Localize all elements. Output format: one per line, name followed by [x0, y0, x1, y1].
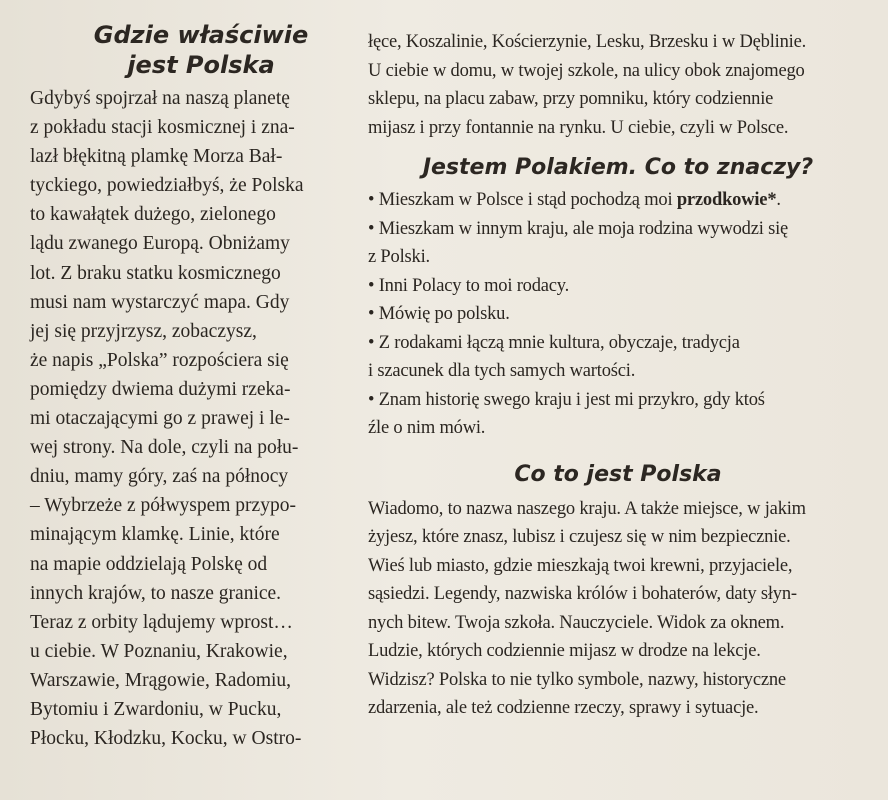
- text-line: wej strony. Na dole, czyli na połu-: [30, 437, 299, 459]
- text-line: Warszawie, Mrągowie, Radomiu,: [30, 669, 292, 691]
- text-line: lazł błękitną plamkę Morza Bał-: [30, 146, 283, 168]
- right-column: [368, 28, 868, 723]
- text-line: minającym klamkę. Linie, które: [30, 524, 280, 546]
- text-line: Wiadomo, to nazwa naszego kraju. A także miejsce, w jakim: [368, 498, 806, 519]
- bullet-item: z Polski.: [368, 247, 430, 267]
- left-paragraph: [30, 84, 348, 753]
- text-line: nych bitew. Twoja szkoła. Nauczyciele. Widok za oknem.: [368, 612, 785, 633]
- section-title-jestem: Jestem Polakiem. Co to znaczy?: [422, 155, 814, 180]
- bullet-item: i szacunek dla tych samych wartości.: [368, 361, 636, 381]
- text-line: łęce, Koszalinie, Kościerzynie, Lesku, Brzesku i w Dęblinie.: [368, 32, 807, 52]
- text-line: mi otaczającymi go z prawej i le-: [30, 408, 290, 430]
- section-title-gdzie: [30, 20, 348, 80]
- section-title-line-1: Gdzie właściwie: [93, 21, 309, 49]
- text-line: Wieś lub miasto, gdzie mieszkają twoi krewni, przyjaciele,: [368, 555, 793, 576]
- text-line: dniu, mamy góry, zaś na północy: [30, 466, 289, 488]
- text-line: że napis „Polska” rozpościera się: [30, 349, 289, 371]
- bullet-item: źle o nim mówi.: [368, 418, 486, 438]
- bullet-item: • Inni Polacy to moi rodacy.: [368, 275, 570, 296]
- text-line: Ludzie, których codziennie mijasz w drodze na lekcje.: [368, 641, 761, 661]
- text-line: Teraz z orbity lądujemy wprost…: [30, 611, 293, 633]
- bullet-item: • Mówię po polsku.: [368, 304, 510, 324]
- text-line: to kawałątek dużego, zielonego: [30, 204, 276, 226]
- left-column: [30, 20, 348, 753]
- text-line: Płocku, Kłodzku, Kocku, w Ostro-: [30, 728, 302, 750]
- section3-paragraph: [368, 495, 868, 723]
- bullet-item: [368, 186, 868, 215]
- text-line: z pokładu stacji kosmicznej i zna-: [30, 117, 295, 139]
- bullet-item: • Znam historię swego kraju i jest mi przykro, gdy ktoś: [368, 389, 765, 410]
- section-title-co-to-jest: Co to jest Polska: [514, 461, 722, 487]
- text-line: musi nam wystarczyć mapa. Gdy: [30, 291, 290, 313]
- intro-paragraph: [368, 28, 868, 142]
- bullet-end: .: [776, 190, 781, 210]
- text-line: lot. Z braku statku kosmicznego: [30, 262, 281, 284]
- text-line: u ciebie. W Poznaniu, Krakowie,: [30, 640, 288, 662]
- bullet-item: • Mieszkam w innym kraju, ale moja rodzina wywodzi się: [368, 218, 789, 239]
- text-line: innych krajów, to nasze granice.: [30, 582, 282, 604]
- text-line: sąsiedzi. Legendy, nazwiska królów i bohaterów, daty słyn-: [368, 584, 797, 604]
- text-line: jej się przyjrzysz, zobaczysz,: [30, 320, 257, 342]
- text-line: U ciebie w domu, w twojej szkole, na ulicy obok znajomego: [368, 60, 805, 81]
- text-line: Widzisz? Polska to nie tylko symbole, nazwy, historyczne: [368, 669, 786, 690]
- text-line: sklepu, na placu zabaw, przy pomniku, który codziennie: [368, 89, 774, 109]
- text-line: – Wybrzeże z półwyspem przypo-: [30, 495, 296, 517]
- text-line: tyckiego, powiedziałbyś, że Polska: [30, 175, 304, 197]
- text-line: żyjesz, które znasz, lubisz i czujesz się w nim bezpiecznie.: [368, 527, 791, 547]
- bullet-text: • Mieszkam w Polsce i stąd pochodzą moi: [368, 190, 677, 210]
- text-line: mijasz i przy fontannie na rynku. U ciebie, czyli w Polsce.: [368, 117, 789, 138]
- text-line: Gdybyś spojrzał na naszą planetę: [30, 88, 290, 109]
- text-line: lądu zwanego Europą. Obniżamy: [30, 233, 290, 255]
- text-line: zdarzenia, ale też codzienne rzeczy, sprawy i sytuacje.: [368, 698, 759, 718]
- footnote-term: przodkowie*: [676, 190, 777, 210]
- text-line: Bytomiu i Zwardoniu, w Pucku,: [30, 698, 282, 720]
- text-line: na mapie oddzielają Polskę od: [30, 553, 268, 575]
- section-title-line-2: jest Polska: [127, 51, 275, 79]
- bullet-list: [368, 186, 868, 443]
- text-line: pomiędzy dwiema dużymi rzeka-: [30, 378, 291, 400]
- bullet-item: • Z rodakami łączą mnie kultura, obyczaje, tradycja: [368, 332, 740, 353]
